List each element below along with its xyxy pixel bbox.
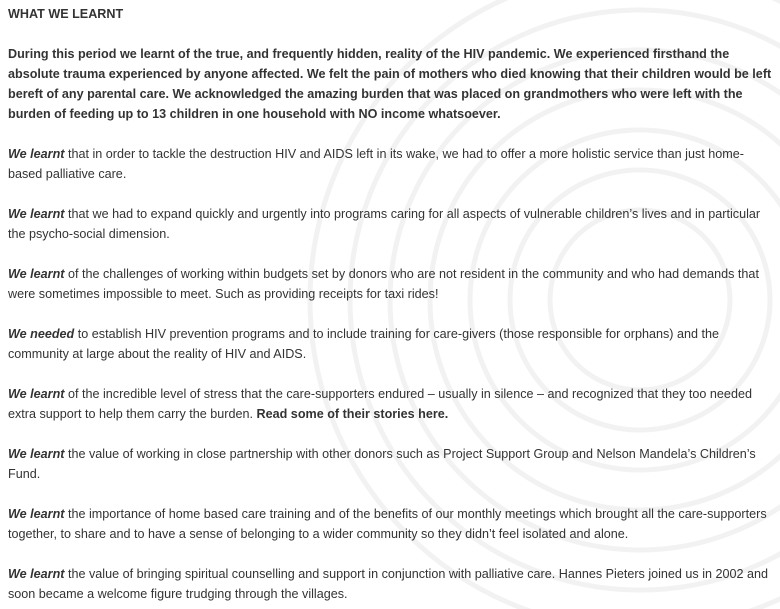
paragraph — [8, 264, 772, 304]
paragraph — [8, 504, 772, 544]
stories-link[interactable]: Read some of their stories here. — [256, 407, 449, 421]
paragraph — [8, 444, 772, 484]
paragraph-text: that we had to expand quickly and urgently into programs caring for all aspects of vulnerable children’s lives and in particular the psycho-social dimension. — [8, 207, 761, 241]
paragraph — [8, 384, 772, 424]
paragraph — [8, 144, 772, 184]
paragraph-text: of the challenges of working within budgets set by donors who are not resident in the community and who had demands that were sometimes impossible to meet. Such as providing receipts for taxi rides! — [8, 267, 759, 301]
section-title: WHAT WE LEARNT — [8, 7, 124, 21]
paragraph — [8, 564, 772, 604]
intro-paragraph: During this period we learnt of the true, and frequently hidden, reality of the HIV pandemic. We experienced firsthand the absolute trauma experienced by anyone affected. We felt the pain of mothers who died knowing that their children would be left bereft of any parental care. We acknowledged the amazing burden that was placed on grandmothers who were left with the burden of feeding up to 13 children in one household with NO income whatsoever. — [8, 47, 772, 121]
paragraph-text: that in order to tackle the destruction HIV and AIDS left in its wake, we had to offer a more holistic service than just home-based palliative care. — [8, 147, 744, 181]
paragraph-text: of the incredible level of stress that the care-supporters endured – usually in silence – and recognized that they too needed extra support to help them carry the burden. — [8, 387, 752, 421]
paragraph-lead: We learnt — [8, 447, 65, 461]
paragraph-lead: We learnt — [8, 207, 65, 221]
paragraph — [8, 204, 772, 244]
paragraph — [8, 324, 772, 364]
paragraph-lead: We learnt — [8, 567, 65, 581]
paragraph-lead: We learnt — [8, 387, 65, 401]
paragraph-lead: We learnt — [8, 147, 65, 161]
paragraph-text: to establish HIV prevention programs and to include training for care-givers (those responsible for orphans) and the community at large about the reality of HIV and AIDS. — [8, 327, 719, 361]
paragraph-lead: We needed — [8, 327, 75, 341]
paragraph-text: the value of working in close partnership with other donors such as Project Support Group and Nelson Mandela’s Children’s Fund. — [8, 447, 756, 481]
paragraph-text: the value of bringing spiritual counselling and support in conjunction with palliative care. Hannes Pieters joined us in 2002 and soon became a welcome figure trudging through the villages. — [8, 567, 769, 601]
paragraph-lead: We learnt — [8, 507, 65, 521]
paragraph-text: the importance of home based care training and of the benefits of our monthly meetings which brought all the care-supporters together, to share and to have a sense of belonging to a wider community so they didn’t feel isolated and alone. — [8, 507, 767, 541]
paragraph-lead: We learnt — [8, 267, 65, 281]
